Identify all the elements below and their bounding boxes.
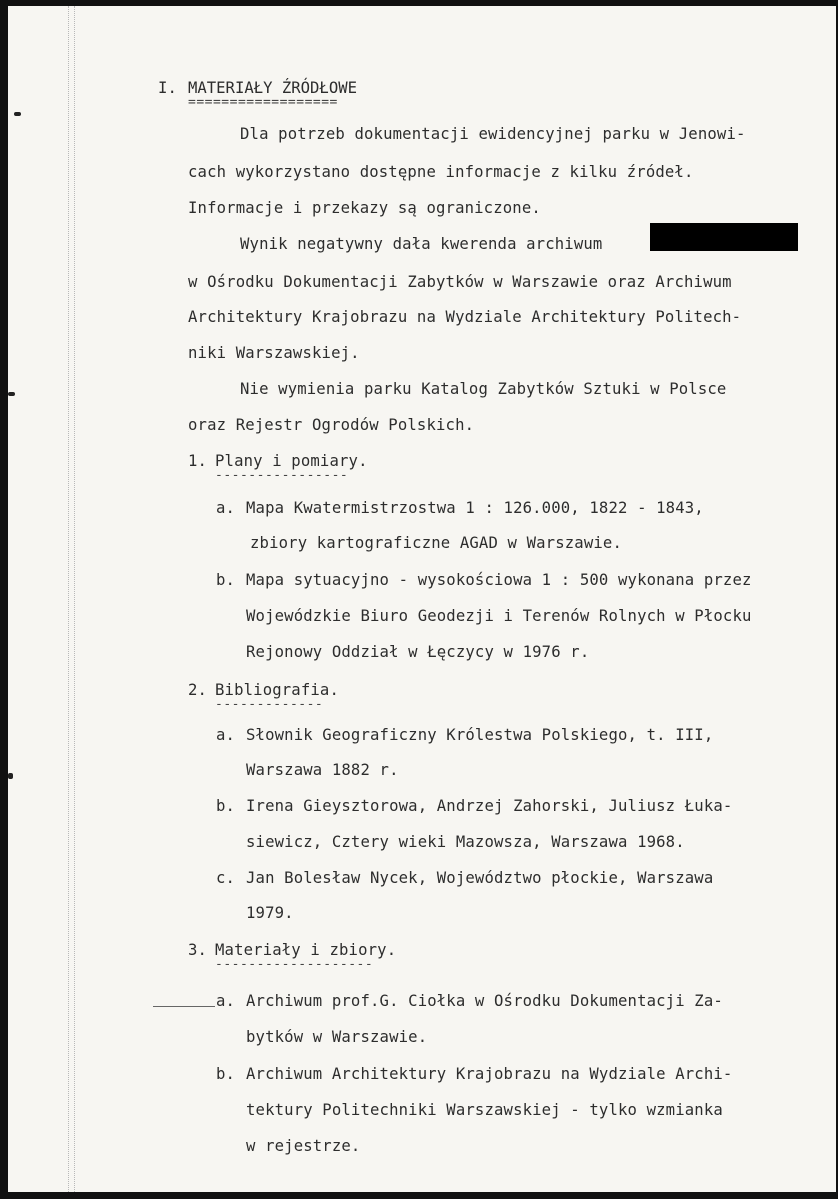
section-underline: ------------------- xyxy=(215,957,374,972)
item-line: Archiwum Architektury Krajobrazu na Wydziale Archi- xyxy=(246,1065,733,1083)
intro-line: Wynik negatywny dała kwerenda archiwum xyxy=(240,235,603,253)
item-line: Warszawa 1882 r. xyxy=(246,761,399,779)
heading-title: MATERIAŁY ŹRÓDŁOWE xyxy=(188,79,357,97)
section-number: 3. xyxy=(188,941,208,959)
intro-line: cach wykorzystano dostępne informacje z kilku źródeł. xyxy=(188,163,694,181)
section-title: Materiały i zbiory. xyxy=(215,941,397,959)
margin-mark xyxy=(8,392,15,396)
heading-number: I. xyxy=(158,79,178,97)
item-line: Mapa Kwatermistrzostwa 1 : 126.000, 1822 - 1843, xyxy=(246,499,704,517)
item-line: bytków w Warszawie. xyxy=(246,1028,428,1046)
section-underline: ---------------- xyxy=(215,468,349,483)
item-line: siewicz, Cztery wieki Mazowsza, Warszawa 1968. xyxy=(246,833,685,851)
page-edge-line xyxy=(68,6,69,1192)
item-letter: c. xyxy=(216,869,236,887)
redaction-bar xyxy=(650,223,798,251)
section-number: 1. xyxy=(188,452,208,470)
intro-line: Informacje i przekazy są ograniczone. xyxy=(188,199,541,217)
item-line: zbiory kartograficzne AGAD w Warszawie. xyxy=(250,534,622,552)
heading-underline: ================== xyxy=(188,95,338,110)
item-letter: b. xyxy=(216,571,236,589)
item-line: w rejestrze. xyxy=(246,1137,361,1155)
item-letter: a. xyxy=(216,726,236,744)
intro-line: oraz Rejestr Ogrodów Polskich. xyxy=(188,416,475,434)
margin-mark xyxy=(8,773,13,779)
item-line: Archiwum prof.G. Ciołka w Ośrodku Dokumentacji Za- xyxy=(246,992,723,1010)
item-letter: a. xyxy=(216,992,236,1010)
item-line: Mapa sytuacyjno - wysokościowa 1 : 500 wykonana przez xyxy=(246,571,752,589)
item-line: Wojewódzkie Biuro Geodezji i Terenów Rolnych w Płocku xyxy=(246,607,752,625)
item-line: 1979. xyxy=(246,904,294,922)
intro-line: Dla potrzeb dokumentacji ewidencyjnej parku w Jenowi- xyxy=(240,125,746,143)
item-line: Jan Bolesław Nycek, Województwo płockie, Warszawa xyxy=(246,869,714,887)
document-page xyxy=(8,6,836,1192)
intro-line: Architektury Krajobrazu na Wydziale Architektury Politech- xyxy=(188,308,742,326)
item-line: Słownik Geograficzny Królestwa Polskiego, t. III, xyxy=(246,726,714,744)
page-edge-line xyxy=(74,6,75,1192)
intro-line: Nie wymienia parku Katalog Zabytków Sztuki w Polsce xyxy=(240,380,727,398)
item-line: tektury Politechniki Warszawskiej - tylko wzmianka xyxy=(246,1101,723,1119)
margin-mark xyxy=(14,112,21,116)
section-underline: ------------- xyxy=(215,697,324,712)
item-letter: b. xyxy=(216,797,236,815)
margin-rule xyxy=(153,1006,215,1007)
section-number: 2. xyxy=(188,681,208,699)
item-letter: b. xyxy=(216,1065,236,1083)
intro-line: niki Warszawskiej. xyxy=(188,344,360,362)
item-letter: a. xyxy=(216,499,236,517)
section-title: Bibliografia. xyxy=(215,681,339,699)
intro-line: w Ośrodku Dokumentacji Zabytków w Warszawie oraz Archiwum xyxy=(188,273,732,291)
item-line: Irena Gieysztorowa, Andrzej Zahorski, Juliusz Łuka- xyxy=(246,797,733,815)
section-title: Plany i pomiary. xyxy=(215,452,368,470)
item-line: Rejonowy Oddział w Łęczycy w 1976 r. xyxy=(246,643,590,661)
